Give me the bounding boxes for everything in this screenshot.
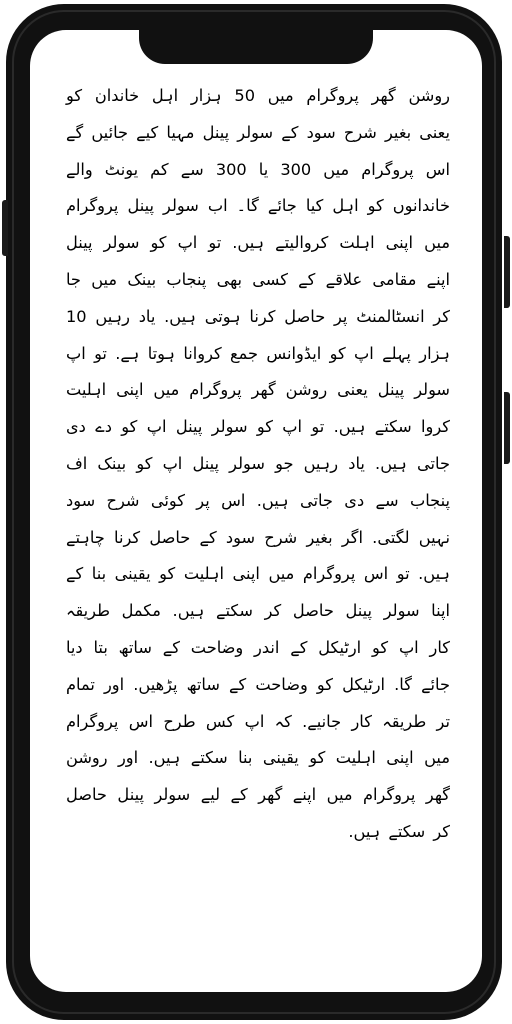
phone-volume-down-button — [504, 392, 510, 464]
phone-volume-up-button — [504, 236, 510, 308]
article-text: روشن گھر پروگرام میں 50 ہزار اہل خاندان کو یعنی بغیر شرح سود کے سولر پینل مہیا کیے جائیں گے اس پروگرام میں 300 یا 300 سے کم یونٹ والے خاندانوں کو اہل کیا جائے گا۔ اب سولر پینل پروگرام میں اپنی اہلت کروالیتے ہیں. تو اپ کو سولر پینل اپنے مقامی علاقے کے کسی بھی پنجاب بینک میں جا کر انسٹالمنٹ پر حاصل کرنا ہوتی ہیں. یاد رہیں 10 ہزار پہلے اپ کو ایڈوانس جمع کروانا ہوتا ہے. تو اپ سولر پینل یعنی روشن گھر پروگرام میں اپنی اہلیت کروا سکتے ہیں. تو اپ کو سولر پینل اپ کو دے دی جاتی ہیں. یاد رہیں جو سولر پینل اپ کو بینک اف پنجاب سے دی جاتی ہیں. اس پر کوئی شرح سود نہیں لگتی. اگر بغیر شرح سود کے حاصل کرنا چاہتے ہیں. تو اس پروگرام میں اپنی اہلیت کو یقینی بنا کے اپنا سولر پینل حاصل کر سکتے ہیں. مکمل طریقہ کار اپ کو ارٹیکل کے اندر وضاحت کے ساتھ بتا دیا جائے گا. ارٹیکل کو وضاحت کے ساتھ پڑھیں. اور تمام تر طریقہ کار جانیے. کہ اپ کس طرح اس پروگرام میں اپنی اہلیت کو یقینی بنا سکتے ہیں. اور روشن گھر پروگرام میں اپنے گھر کے لیے سولر پینل حاصل کر سکتے ہیں. — [66, 86, 450, 841]
phone-side-button — [2, 200, 8, 256]
phone-notch — [139, 30, 373, 64]
